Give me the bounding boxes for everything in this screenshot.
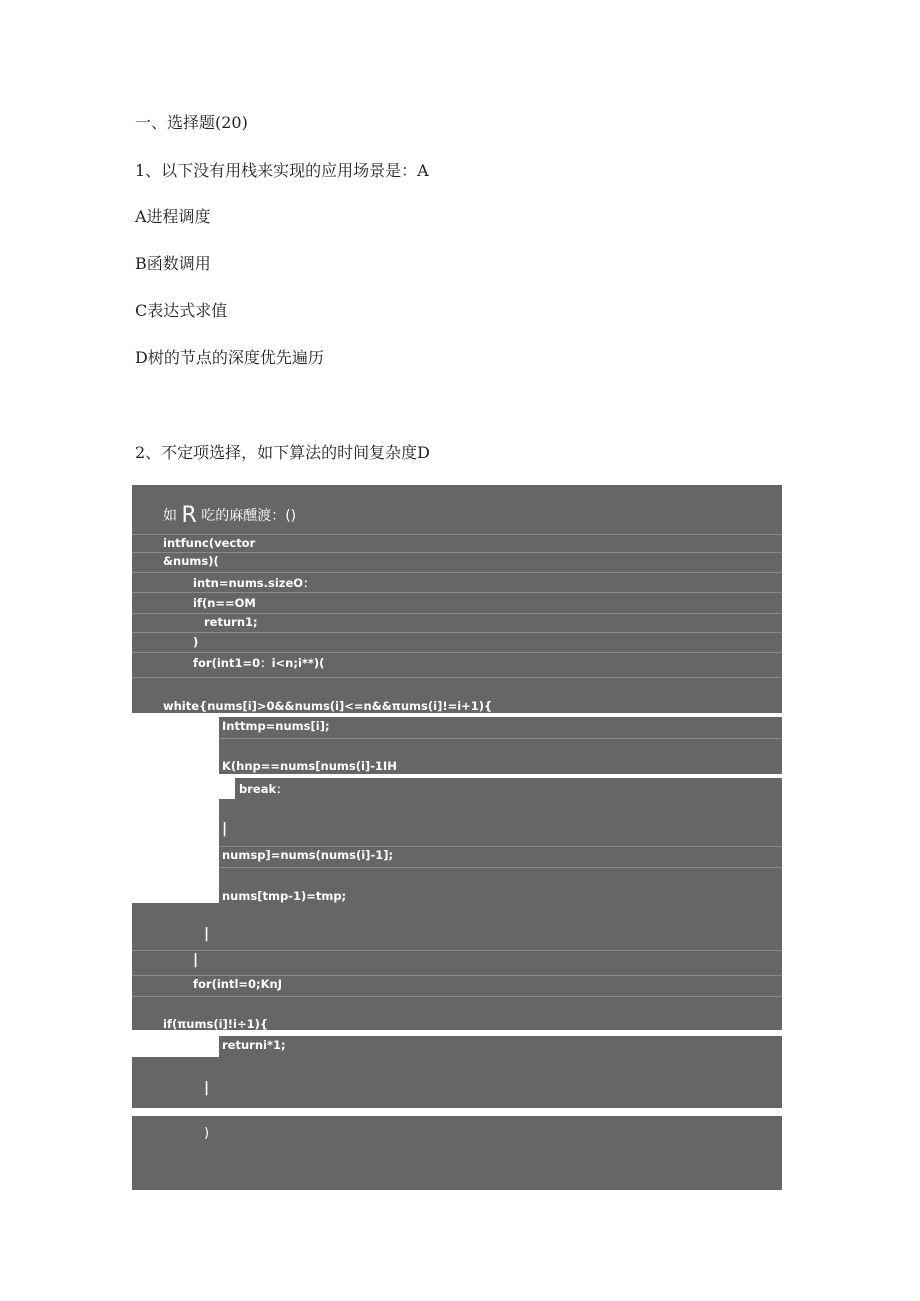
code-line: K(hnp==nums[nums(i]-1IH — [222, 759, 397, 773]
code-line: &nums)( — [163, 554, 219, 568]
question-2: 2、不定项选择，如下算法的时间复杂度D — [135, 443, 431, 462]
code-line: intfunc(vector — [163, 536, 256, 550]
code-line: numsp]=nums(nums(i]-1]; — [222, 848, 394, 862]
code-line: Inttmp=nums[i]; — [222, 719, 330, 733]
q1-option-c: C表达式求值 — [135, 301, 228, 320]
code-block-end — [132, 1116, 782, 1190]
code-block-inner-2 — [235, 778, 782, 799]
code-line: | — [204, 1080, 210, 1096]
code-line: return1; — [204, 615, 258, 629]
code-line: ) — [204, 1126, 210, 1141]
code-line: if(πums(i]!i÷1){ — [163, 1017, 269, 1031]
q1-option-d: D树的节点的深度优先遍历 — [135, 348, 324, 367]
code-block-main — [132, 485, 782, 713]
q1-option-b: B函数调用 — [135, 254, 211, 273]
code-line: returni*1; — [222, 1038, 286, 1052]
code-line: nums[tmp-1)=tmp; — [222, 889, 347, 903]
question-1: 1、以下没有用栈来实现的应用场景是：A — [135, 161, 429, 180]
code-line: | — [222, 821, 228, 837]
code-line: white{nums[i]>0&&nums(i]<=n&&πums(i]!=i+1){ — [163, 699, 493, 713]
code-line: for(intl=0;KnJ — [193, 977, 283, 991]
code-block-inner-1 — [219, 717, 782, 774]
code-title: 如 R 吃的麻醺渡：() — [163, 503, 297, 528]
code-line: ) — [193, 635, 199, 649]
code-block-outer-2 — [132, 903, 782, 1030]
section-title: 一、选择题(20) — [135, 113, 248, 132]
code-line: break： — [239, 782, 288, 796]
code-line: for(int1=0：i<n;i**)( — [193, 656, 325, 670]
q1-option-a: A进程调度 — [135, 207, 211, 226]
code-line: if(n==OM — [193, 596, 256, 610]
code-block-inner-3 — [219, 799, 782, 903]
code-line: intn=nums.sizeO： — [193, 576, 315, 590]
code-block-outer-3 — [132, 1057, 782, 1108]
code-block-return — [219, 1036, 782, 1057]
code-line: | — [193, 952, 199, 968]
code-line: | — [204, 926, 210, 942]
